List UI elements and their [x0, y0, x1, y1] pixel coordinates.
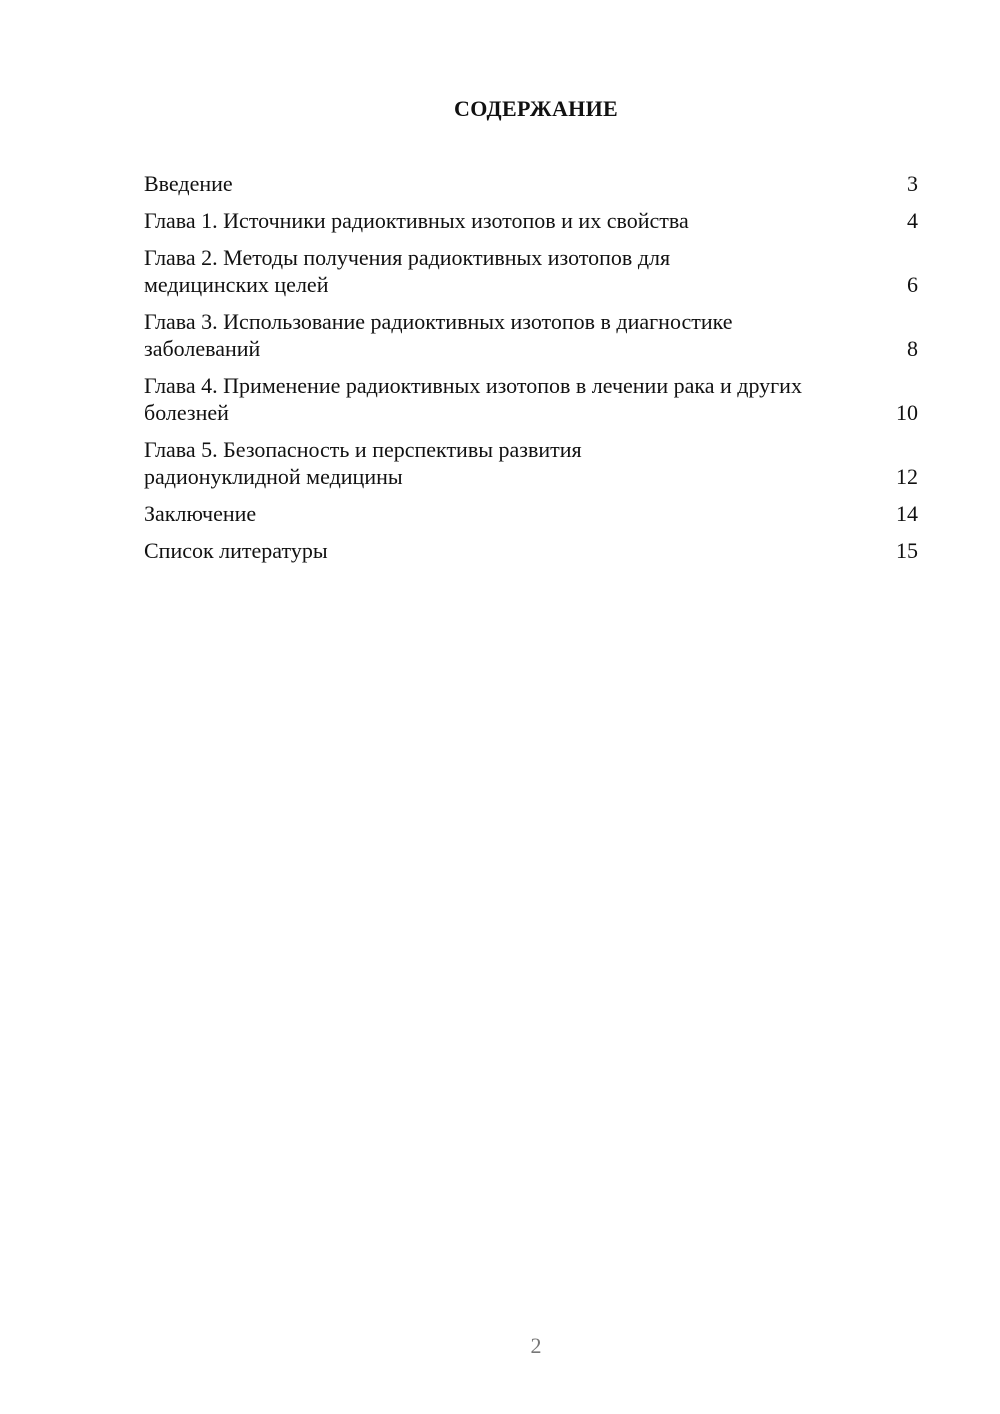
toc-item-text: Список литературы: [144, 538, 328, 563]
toc-item-introduction: [144, 170, 918, 197]
toc-item-page: 10: [896, 400, 918, 425]
toc-item-text: Глава 3. Использование радиоктивных изотопов в диагностике заболеваний: [144, 309, 733, 361]
toc-list: [144, 170, 918, 574]
toc-item-page: 4: [907, 208, 918, 233]
toc-title: СОДЕРЖАНИЕ: [454, 96, 618, 121]
toc-item-conclusion: [144, 500, 918, 527]
toc-item-page: 14: [896, 501, 918, 526]
toc-item-chapter-5: [144, 436, 918, 490]
toc-item-text: Глава 4. Применение радиоктивных изотопов в лечении рака и других болезней: [144, 373, 802, 425]
toc-item-page: 8: [907, 336, 918, 361]
toc-item-page: 12: [896, 464, 918, 489]
toc-item-text: Глава 5. Безопасность и перспективы развития радионуклидной медицины: [144, 437, 582, 489]
toc-item-text: Введение: [144, 171, 233, 196]
toc-item-chapter-4: [144, 372, 918, 426]
toc-item-text: Глава 2. Методы получения радиоктивных изотопов для медицинских целей: [144, 245, 671, 297]
toc-item-chapter-3: [144, 308, 918, 362]
toc-item-references: [144, 537, 918, 564]
toc-item-chapter-2: [144, 244, 918, 298]
toc-item-chapter-1: [144, 207, 918, 234]
toc-item-page: 15: [896, 538, 918, 563]
toc-item-page: 6: [907, 272, 918, 297]
page-number: 2: [530, 1333, 542, 1358]
toc-item-text: Глава 1. Источники радиоктивных изотопов и их свойства: [144, 208, 689, 233]
toc-item-page: 3: [907, 171, 918, 196]
toc-item-text: Заключение: [144, 501, 257, 526]
